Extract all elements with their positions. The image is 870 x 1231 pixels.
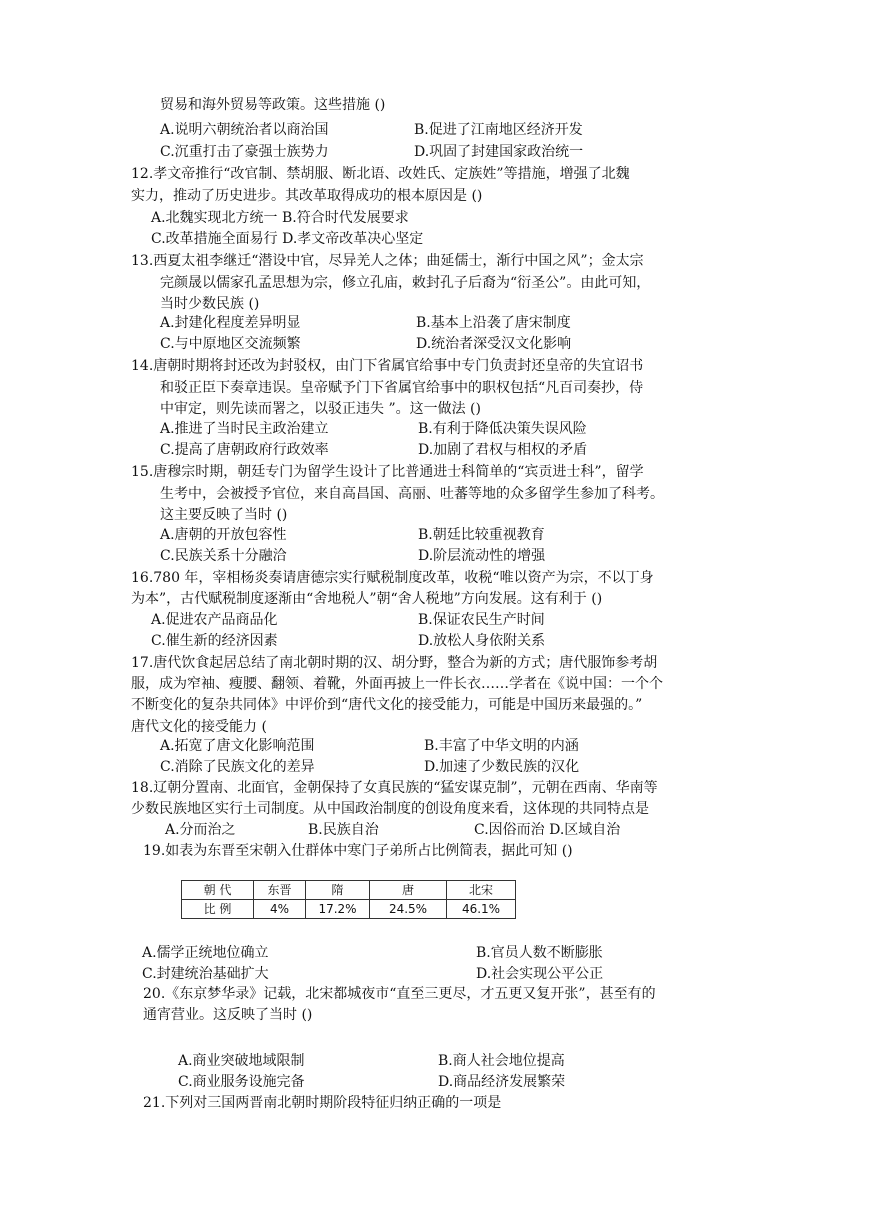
text-line: A.封建化程度差异明显	[160, 315, 301, 331]
text-line: C.封建统治基础扩大	[142, 966, 269, 982]
text-line: D.加剧了君权与相权的矛盾	[418, 442, 588, 458]
text-line: 这主要反映了当时 ()	[160, 507, 288, 523]
text-line: C.商业服务设施完备	[178, 1074, 305, 1090]
text-line: B.民族自治	[308, 822, 379, 838]
text-line: 当时少数民族 ()	[160, 296, 260, 312]
text-line: A.商业突破地域限制	[178, 1053, 305, 1069]
text-line: A.促进农产品商品化	[151, 612, 278, 628]
text-line: 和驳正臣下奏章违误。皇帝赋予门下省属官给事中的职权包括“凡百司奏抄，侍	[160, 380, 644, 396]
text-line: D.加速了少数民族的汉化	[424, 759, 580, 775]
table-cell: 17.2%	[306, 900, 370, 919]
text-line: D.社会实现公平公正	[476, 966, 604, 982]
text-line: C.因俗而治 D.区域自治	[474, 822, 621, 838]
table-cell: 4%	[254, 900, 306, 919]
text-line: A.分而治之	[165, 822, 236, 838]
text-line: D.商品经济发展繁荣	[438, 1074, 566, 1090]
text-line: 完颜晟以儒家孔孟思想为宗，修立孔庙，敕封孔子后裔为“衍圣公”。由此可知，	[160, 275, 651, 291]
text-line: A.拓宽了唐文化影响范围	[160, 738, 315, 754]
text-line: B.官员人数不断膨胀	[476, 945, 603, 961]
text-line: 18.辽朝分置南、北面官，金朝保持了女真民族的“猛安谋克制”，元朝在西南、华南等	[131, 780, 658, 796]
text-line: A.儒学正统地位确立	[142, 945, 269, 961]
text-line: 15.唐穆宗时期，朝廷专门为留学生设计了比普通进士科简单的“宾贡进士科”，留学	[131, 464, 644, 480]
text-line: C.改革措施全面易行 D.孝文帝改革决心坚定	[151, 231, 424, 247]
table-header-row	[182, 881, 516, 900]
text-line: C.民族关系十分融洽	[160, 548, 287, 564]
table-cell: 比 例	[182, 900, 254, 919]
text-line: C.消除了民族文化的差异	[160, 759, 315, 775]
text-line: A.唐朝的开放包容性	[160, 527, 287, 543]
text-line: 唐代文化的接受能力 (	[131, 719, 267, 735]
text-line: 生考中，会被授予官位，来自高昌国、高丽、吐蕃等地的众多留学生参加了科考。	[160, 486, 664, 502]
text-line: C.与中原地区交流频繁	[160, 336, 301, 352]
ratio-table	[181, 880, 516, 919]
text-line: A.推进了当时民主政治建立	[160, 421, 329, 437]
text-line: D.统治者深受汉文化影响	[416, 336, 572, 352]
text-line: 实力，推动了历史进步。其改革取得成功的根本原因是 ()	[131, 188, 483, 204]
text-line: 贸易和海外贸易等政策。这些措施 ()	[160, 97, 386, 113]
table-header-cell: 朝 代	[182, 881, 254, 900]
table-header-cell: 隋	[306, 881, 370, 900]
text-line: B.基本上沿袭了唐宋制度	[416, 315, 571, 331]
table-cell: 24.5%	[370, 900, 447, 919]
text-line: 14.唐朝时期将封还改为封驳权，由门下省属官给事中专门负责封还皇帝的失宜诏书	[131, 358, 644, 374]
table-row	[182, 900, 516, 919]
text-line: 20.《东京梦华录》记载，北宋都城夜市“直至三更尽，才五更又复开张”，甚至有的	[143, 986, 656, 1002]
table-header-cell: 唐	[370, 881, 447, 900]
text-line: 中审定，则先读而署之，以驳正违失 ”。这一做法 ()	[160, 401, 481, 417]
text-line: 通宵营业。这反映了当时 ()	[143, 1007, 313, 1023]
text-line: C.沉重打击了豪强士族势力	[160, 144, 329, 160]
text-line: C.催生新的经济因素	[151, 633, 278, 649]
text-line: A.说明六朝统治者以商治国	[160, 122, 329, 138]
text-line: 为本”，古代赋税制度逐渐由“舍地税人”朝“舍人税地”方向发展。这有利于 ()	[131, 591, 603, 607]
text-line: B.有利于降低决策失误风险	[418, 421, 587, 437]
text-line: 19.如表为东晋至宋朝入仕群体中寒门子弟所占比例简表，据此可知 ()	[143, 843, 573, 859]
text-line: D.放松人身依附关系	[418, 633, 546, 649]
text-line: A.北魏实现北方统一 B.符合时代发展要求	[151, 210, 409, 226]
text-line: 16.780 年，宰相杨炎奏请唐德宗实行赋税制度改革，收税“唯以资产为宗，不以丁身	[131, 570, 654, 586]
text-line: 17.唐代饮食起居总结了南北朝时期的汉、胡分野，整合为新的方式；唐代服饰参考胡	[131, 655, 658, 671]
table-header-cell: 北宋	[447, 881, 516, 900]
text-line: B.丰富了中华文明的内涵	[424, 738, 579, 754]
text-line: D.巩固了封建国家政治统一	[414, 144, 584, 160]
text-line: 服，成为窄袖、瘦腰、翻领、着靴，外面再披上一件长衣……学者在《说中国：一个个	[131, 676, 663, 692]
text-line: B.促进了江南地区经济开发	[414, 122, 583, 138]
text-line: 12.孝文帝推行“改官制、禁胡服、断北语、改姓氏、定族姓”等措施，增强了北魏	[131, 166, 630, 182]
text-line: C.提高了唐朝政府行政效率	[160, 442, 329, 458]
text-line: 13.西夏太祖李继迁“潜设中官，尽异羌人之体；曲延儒士，渐行中国之风”；金太宗	[131, 253, 644, 269]
text-line: 21.下列对三国两晋南北朝时期阶段特征归纳正确的一项是	[143, 1095, 502, 1111]
table-header-cell: 东晋	[254, 881, 306, 900]
text-line: D.阶层流动性的增强	[418, 548, 546, 564]
text-line: B.保证农民生产时间	[418, 612, 545, 628]
text-line: B.商人社会地位提高	[438, 1053, 565, 1069]
text-line: B.朝廷比较重视教育	[418, 527, 545, 543]
text-line: 少数民族地区实行土司制度。从中国政治制度的创设角度来看，这体现的共同特点是	[131, 801, 649, 817]
text-line: 不断变化的复杂共同体》中评价到“唐代文化的接受能力，可能是中国历来最强的。”	[131, 697, 643, 713]
table-cell: 46.1%	[447, 900, 516, 919]
